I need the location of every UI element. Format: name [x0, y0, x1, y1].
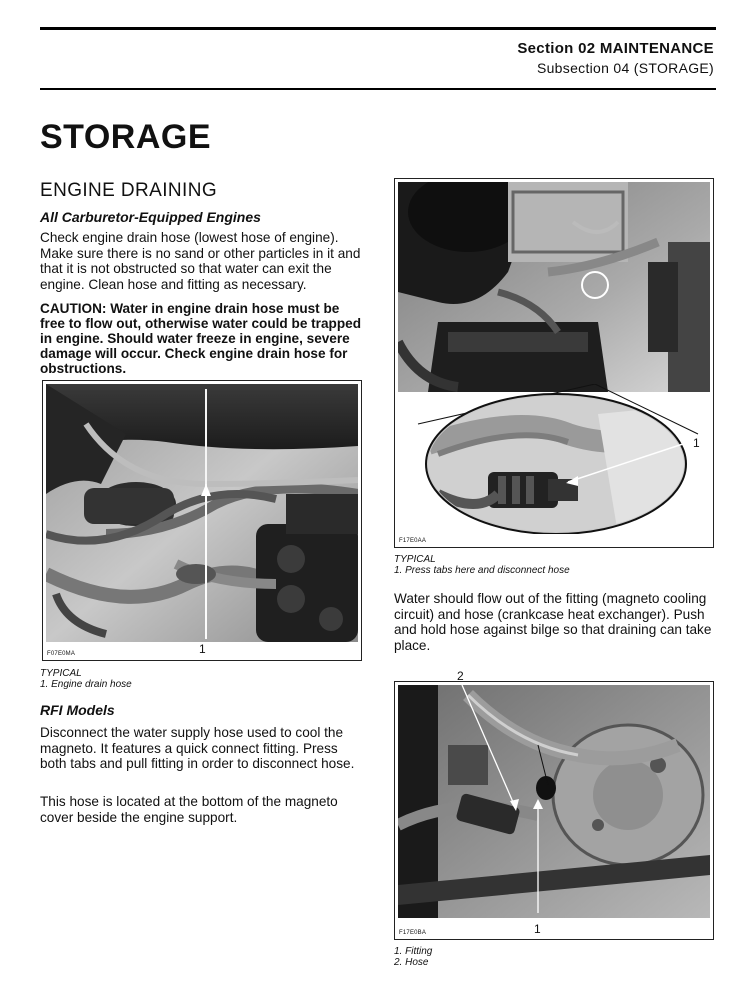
figure-1-caption-label: TYPICAL: [40, 668, 82, 679]
figure-2-code: F17E0AA: [399, 538, 427, 544]
figure-3-callout-2: 2: [457, 669, 464, 683]
figure-2-callout-1: 1: [693, 436, 700, 450]
water-flow-paragraph: Water should flow out of the fitting (magneto cooling circuit) and hose (crankcase heat exchanger). Push and hold hose against bilge so that draining can take place.: [394, 591, 712, 653]
engine-draining-heading: ENGINE DRAINING: [40, 180, 218, 201]
magnified-inset: [398, 384, 710, 534]
fitting-hose-photo: [398, 685, 710, 918]
figure-1-callout-1: 1: [199, 642, 206, 656]
figure-1-caption-item: 1. Engine drain hose: [40, 679, 132, 690]
press-tabs-photo: [398, 182, 710, 392]
caution-notice: [40, 301, 364, 376]
figure-3-caption-item-1: 1. Fitting: [394, 946, 433, 957]
subsection-title: Subsection 04 (STORAGE): [536, 60, 714, 76]
rfi-paragraph-1: Disconnect the water supply hose used to cool the magneto. It features a quick connect fitting. Press both tabs and pull fitting in order to disconnect hose.: [40, 725, 355, 772]
figure-1-code: F07E0MA: [47, 651, 76, 657]
figure-engine-drain-hose: [42, 380, 362, 661]
caution-text: Water in engine drain hose must be free to flow out, otherwise water could be trapped in engine. Should water freeze in engine, severe damage will occur. Check engine drain hose for obstructions.: [40, 301, 361, 376]
figure-fitting-hose: [394, 669, 714, 940]
header-rule: [40, 88, 716, 90]
drain-hose-paragraph: Check engine drain hose (lowest hose of engine). Make sure there is no sand or other particles in it and that it is not obstructed so that water can exit the engine. Clean hose and fitting as necessary.: [40, 230, 361, 292]
figure-3-code: F17E0BA: [399, 930, 427, 936]
figure-press-tabs: [394, 178, 714, 548]
section-title: Section 02 MAINTENANCE: [517, 40, 714, 57]
figure-3-callout-1: 1: [534, 922, 541, 936]
figure-2-caption-item: 1. Press tabs here and disconnect hose: [394, 565, 570, 576]
figure-3-caption-item-2: 2. Hose: [394, 957, 429, 968]
engine-drain-hose-photo: [46, 384, 358, 642]
caution-label: CAUTION:: [40, 301, 107, 316]
carburetor-subheading: All Carburetor-Equipped Engines: [40, 209, 261, 225]
rfi-models-subheading: RFI Models: [40, 702, 115, 718]
top-rule: [40, 27, 716, 30]
figure-2-caption-label: TYPICAL: [394, 554, 436, 565]
rfi-paragraph-2: This hose is located at the bottom of the magneto cover beside the engine support.: [40, 794, 338, 825]
page-title: STORAGE: [40, 118, 212, 156]
